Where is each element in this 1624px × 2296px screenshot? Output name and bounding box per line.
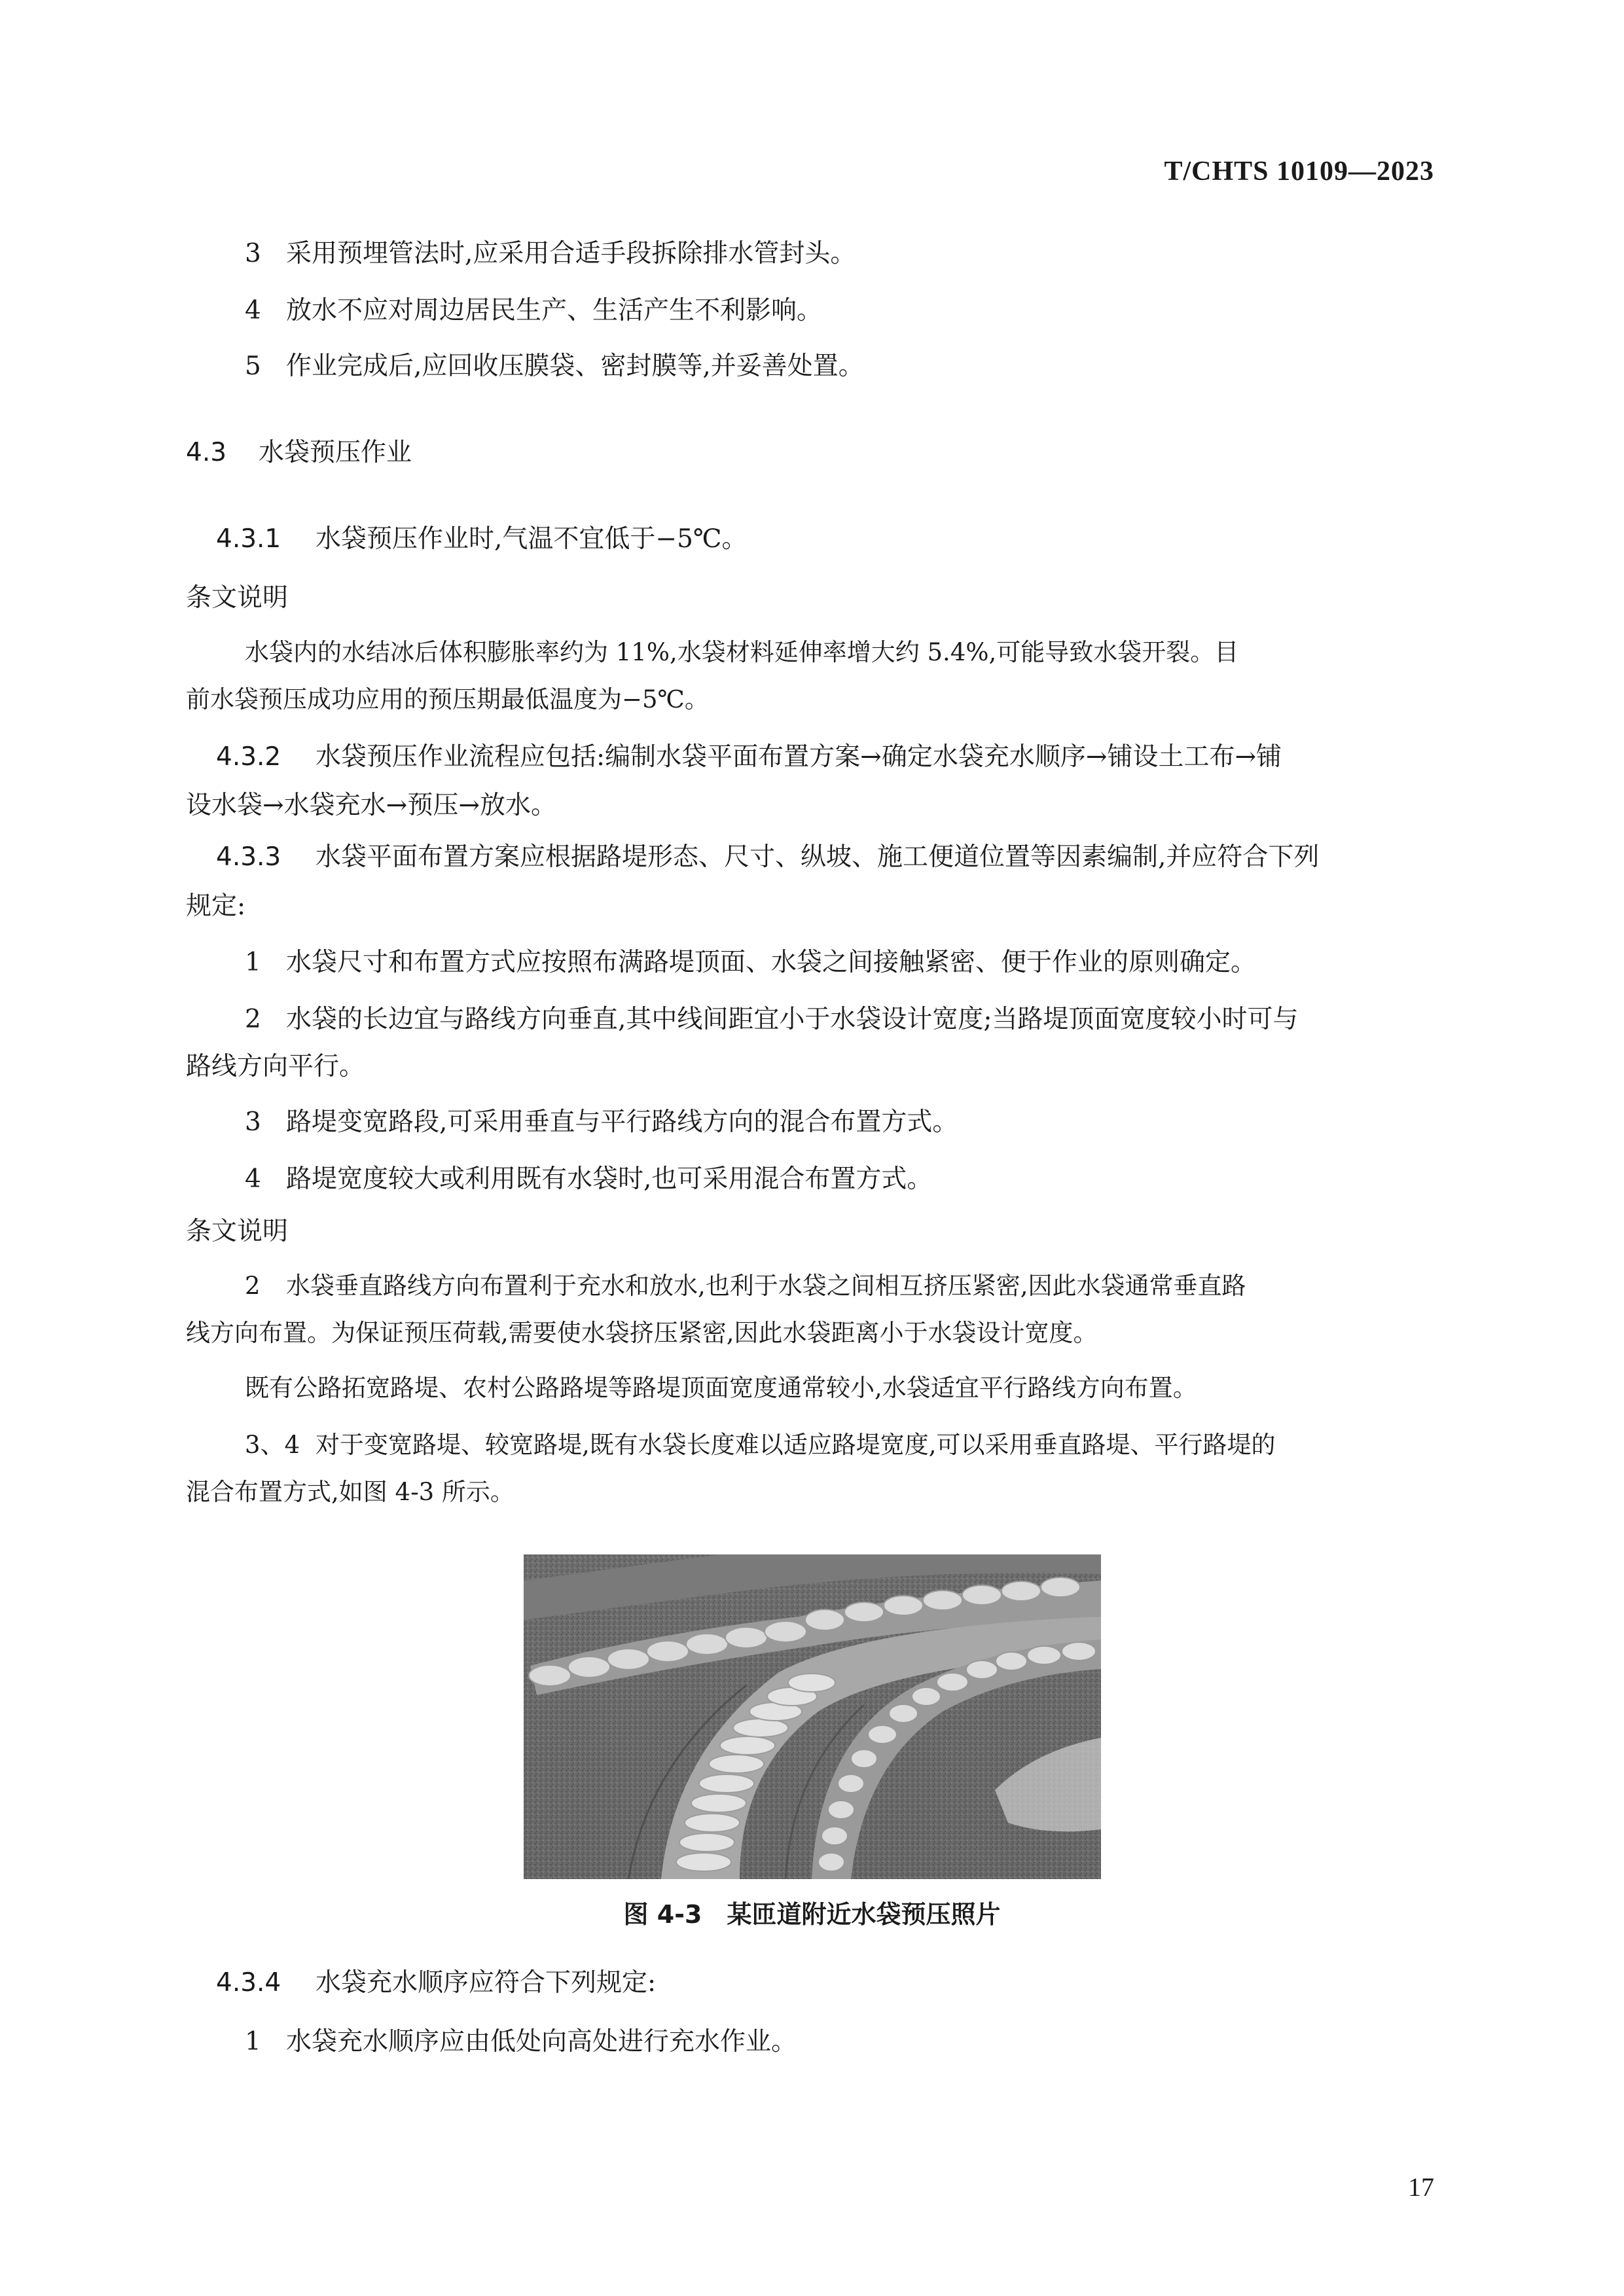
clause-text: 设水袋→水袋充水→预压→放水。: [186, 791, 557, 820]
item-number: 1: [245, 2027, 261, 2056]
clause-text: 水袋平面布置方案应根据路堤形态、尺寸、纵坡、施工便道位置等因素编制,并应符合下列: [316, 842, 1320, 872]
figure-caption: [0, 1894, 1624, 1930]
item-number: 5: [245, 351, 261, 381]
item-text: 放水不应对周边居民生产、生活产生不利影响。: [286, 296, 823, 325]
commentary-number: 2: [245, 1272, 261, 1300]
figure-title: 某匝道附近水袋预压照片: [727, 1900, 1001, 1929]
item-number: 1: [245, 948, 261, 977]
item-number: 4: [245, 296, 261, 325]
item-number: 3: [245, 1107, 261, 1137]
item-text: 水袋的长边宜与路线方向垂直,其中线间距宜小于水袋设计宽度;当路堤顶面宽度较小时可与: [286, 1005, 1299, 1034]
figure-label: 图 4-3: [623, 1900, 702, 1929]
water-bag-photo: [524, 1554, 1101, 1879]
clause-text: 水袋充水顺序应符合下列规定:: [316, 1968, 657, 1998]
commentary-text: 混合布置方式,如图 4-3 所示。: [186, 1478, 514, 1506]
item-text: 路堤宽度较大或利用既有水袋时,也可采用混合布置方式。: [286, 1164, 933, 1194]
item-text: 路线方向平行。: [186, 1052, 365, 1081]
commentary-text: 既有公路拓宽路堤、农村公路路堤等路堤顶面宽度通常较小,水袋适宜平行路线方向布置。: [245, 1374, 1197, 1402]
clause-number: 4.3.1: [216, 524, 281, 554]
clause-text: 水袋预压作业时,气温不宜低于−5℃。: [316, 524, 748, 554]
item-text: 水袋充水顺序应由低处向高处进行充水作业。: [286, 2027, 797, 2056]
item-text: 路堤变宽路段,可采用垂直与平行路线方向的混合布置方式。: [286, 1107, 958, 1137]
commentary-number: 3、4: [245, 1431, 300, 1459]
commentary-text: 前水袋预压成功应用的预压期最低温度为−5℃。: [186, 685, 709, 713]
clause-text: 水袋预压作业流程应包括:编制水袋平面布置方案→确定水袋充水顺序→铺设土工布→铺: [316, 742, 1282, 772]
figure-photo: [524, 1554, 1101, 1879]
commentary-heading-text: 条文说明: [186, 583, 289, 613]
commentary-text: 线方向布置。为保证预压荷载,需要使水袋挤压紧密,因此水袋距离小于水袋设计宽度。: [186, 1319, 1098, 1347]
item-number: 4: [245, 1164, 261, 1194]
standard-code: T/CHTS 10109—2023: [1164, 156, 1434, 187]
commentary-text: 水袋垂直路线方向布置利于充水和放水,也利于水袋之间相互挤压紧密,因此水袋通常垂直路: [286, 1272, 1246, 1300]
clause-number: 4.3.2: [216, 742, 281, 772]
clause-number: 4.3.3: [216, 842, 281, 872]
item-number: 2: [245, 1005, 261, 1034]
commentary-text: 水袋内的水结冰后体积膨胀率约为 11%,水袋材料延伸率增大约 5.4%,可能导致水袋开裂。目: [245, 638, 1239, 666]
commentary-heading-text: 条文说明: [186, 1217, 289, 1246]
clause-text: 规定:: [186, 891, 246, 921]
item-number: 3: [245, 239, 261, 268]
section-number: 4.3: [186, 438, 227, 467]
item-text: 作业完成后,应回收压膜袋、密封膜等,并妥善处置。: [286, 351, 864, 381]
item-text: 水袋尺寸和布置方式应按照布满路堤顶面、水袋之间接触紧密、便于作业的原则确定。: [286, 948, 1257, 977]
commentary-text: 对于变宽路堤、较宽路堤,既有水袋长度难以适应路堤宽度,可以采用垂直路堤、平行路堤的: [316, 1431, 1276, 1459]
section-title: 水袋预压作业: [259, 438, 412, 467]
item-text: 采用预埋管法时,应采用合适手段拆除排水管封头。: [286, 239, 856, 268]
clause-number: 4.3.4: [216, 1968, 281, 1998]
page-number: 17: [1408, 2172, 1434, 2202]
